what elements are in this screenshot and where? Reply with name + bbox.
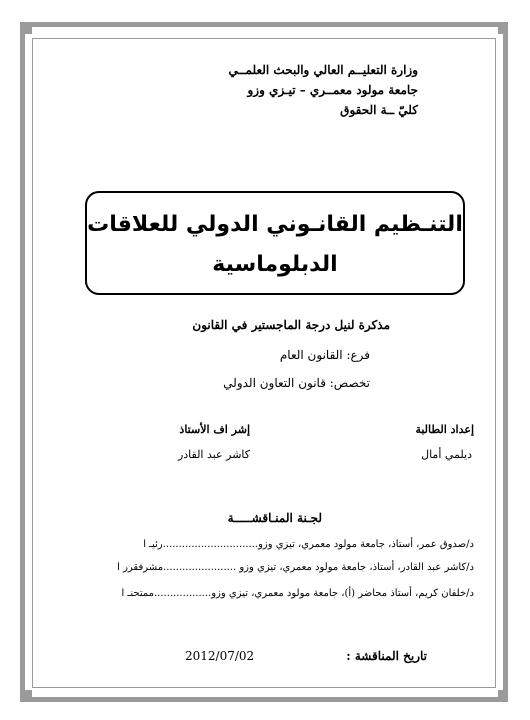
- faculty-name: كليّ ــة الحقوق: [340, 103, 418, 117]
- supervisor-name: كاشر عبد القادر: [177, 448, 250, 461]
- degree-statement: مذكرة لنيل درجة الماجستير في القانون: [192, 318, 390, 332]
- thesis-title: [87, 205, 463, 285]
- ministry-name: وزارة التعليــم العالي والبحث العلمــي: [228, 63, 418, 77]
- supervisor-label: إشر اف الأستاذ: [179, 423, 250, 436]
- committee-member: د/صدوق عمر، أستاذ، جامعة مولود معمري، تيزي وزو..............................رئيـ ا: [143, 539, 474, 550]
- prepared-by-label: إعداد الطالبة: [415, 423, 474, 436]
- thesis-title-line-2: الدبلوماسية: [212, 252, 338, 277]
- thesis-title-line-1: التنـظيم القانـوني الدولي للعلاقات: [87, 212, 463, 237]
- border-corner-bottom-right: [498, 690, 508, 700]
- border-corner-top-left: [22, 24, 32, 34]
- specialty-label: تخصص: قانون التعاون الدولي: [223, 376, 370, 390]
- defense-date-label: تاريخ المناقشة :: [346, 649, 427, 663]
- university-name: جامعة مولود معمــري – تيـزي وزو: [247, 83, 418, 97]
- committee-title: لجـنة المنـاقشـــــة: [227, 511, 322, 525]
- defense-date-value: 2012/07/02: [185, 649, 255, 663]
- committee-member: د/كاشر عبد القادر، أستاذ، جامعة مولود معمري، تيزي وزو .......................مشرفقرر ا: [117, 562, 474, 573]
- branch-label: فرع: القانون العام: [279, 348, 370, 362]
- committee-member: د/خلفان كريم، أستاذ محاضر (أ)، جامعة مولود معمري، تيزي وزو..................ممتحنـ ا: [121, 588, 474, 599]
- border-corner-bottom-left: [22, 690, 32, 700]
- border-corner-top-right: [498, 24, 508, 34]
- institution-header: [229, 60, 418, 120]
- student-name: ديلمي أمال: [421, 448, 472, 461]
- title-box: [85, 191, 465, 295]
